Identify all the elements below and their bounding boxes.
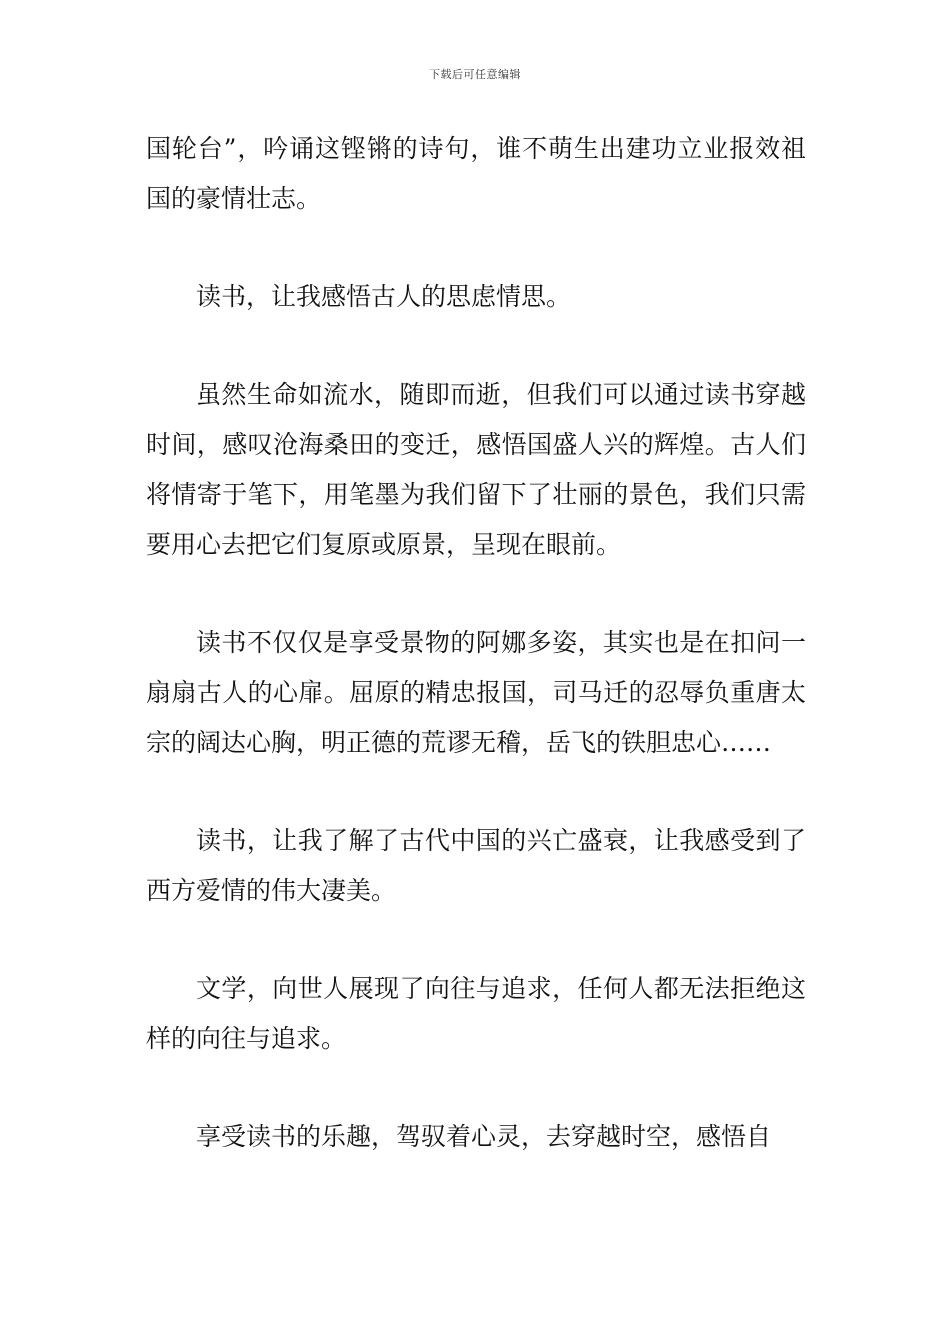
paragraph: 虽然生命如流水，随即而逝，但我们可以通过读书穿越时间，感叹沧海桑田的变迁，感悟国盛人兴的辉煌。古人们将情寄于笔下，用笔墨为我们留下了壮丽的景色，我们只需要用心去把它们复原或原景，呈现在眼前。 bbox=[146, 380, 806, 559]
document-body bbox=[146, 124, 806, 1162]
paragraph: 文学，向世人展现了向往与追求，任何人都无法拒绝这样的向往与追求。 bbox=[146, 974, 806, 1053]
paragraph: 读书，让我感悟古人的思虑情思。 bbox=[196, 282, 572, 311]
paragraph-continuation: 国轮台”，吟诵这铿锵的诗句，谁不萌生出建功立业报效祖国的豪情壮志。 bbox=[146, 134, 806, 213]
paragraph: 读书，让我了解了古代中国的兴亡盛衰，让我感受到了西方爱情的伟大凄美。 bbox=[146, 826, 806, 905]
page-header: 下载后可任意编辑 bbox=[429, 68, 521, 81]
paragraph: 读书不仅仅是享受景物的阿娜多姿，其实也是在扣问一扇扇古人的心扉。屈原的精忠报国，司马迁的忍辱负重唐太宗的阔达心胸，明正德的荒谬无稽，岳飞的铁胆忠心…… bbox=[146, 628, 806, 757]
paragraph: 享受读书的乐趣，驾驭着心灵，去穿越时空，感悟自 bbox=[196, 1122, 772, 1151]
